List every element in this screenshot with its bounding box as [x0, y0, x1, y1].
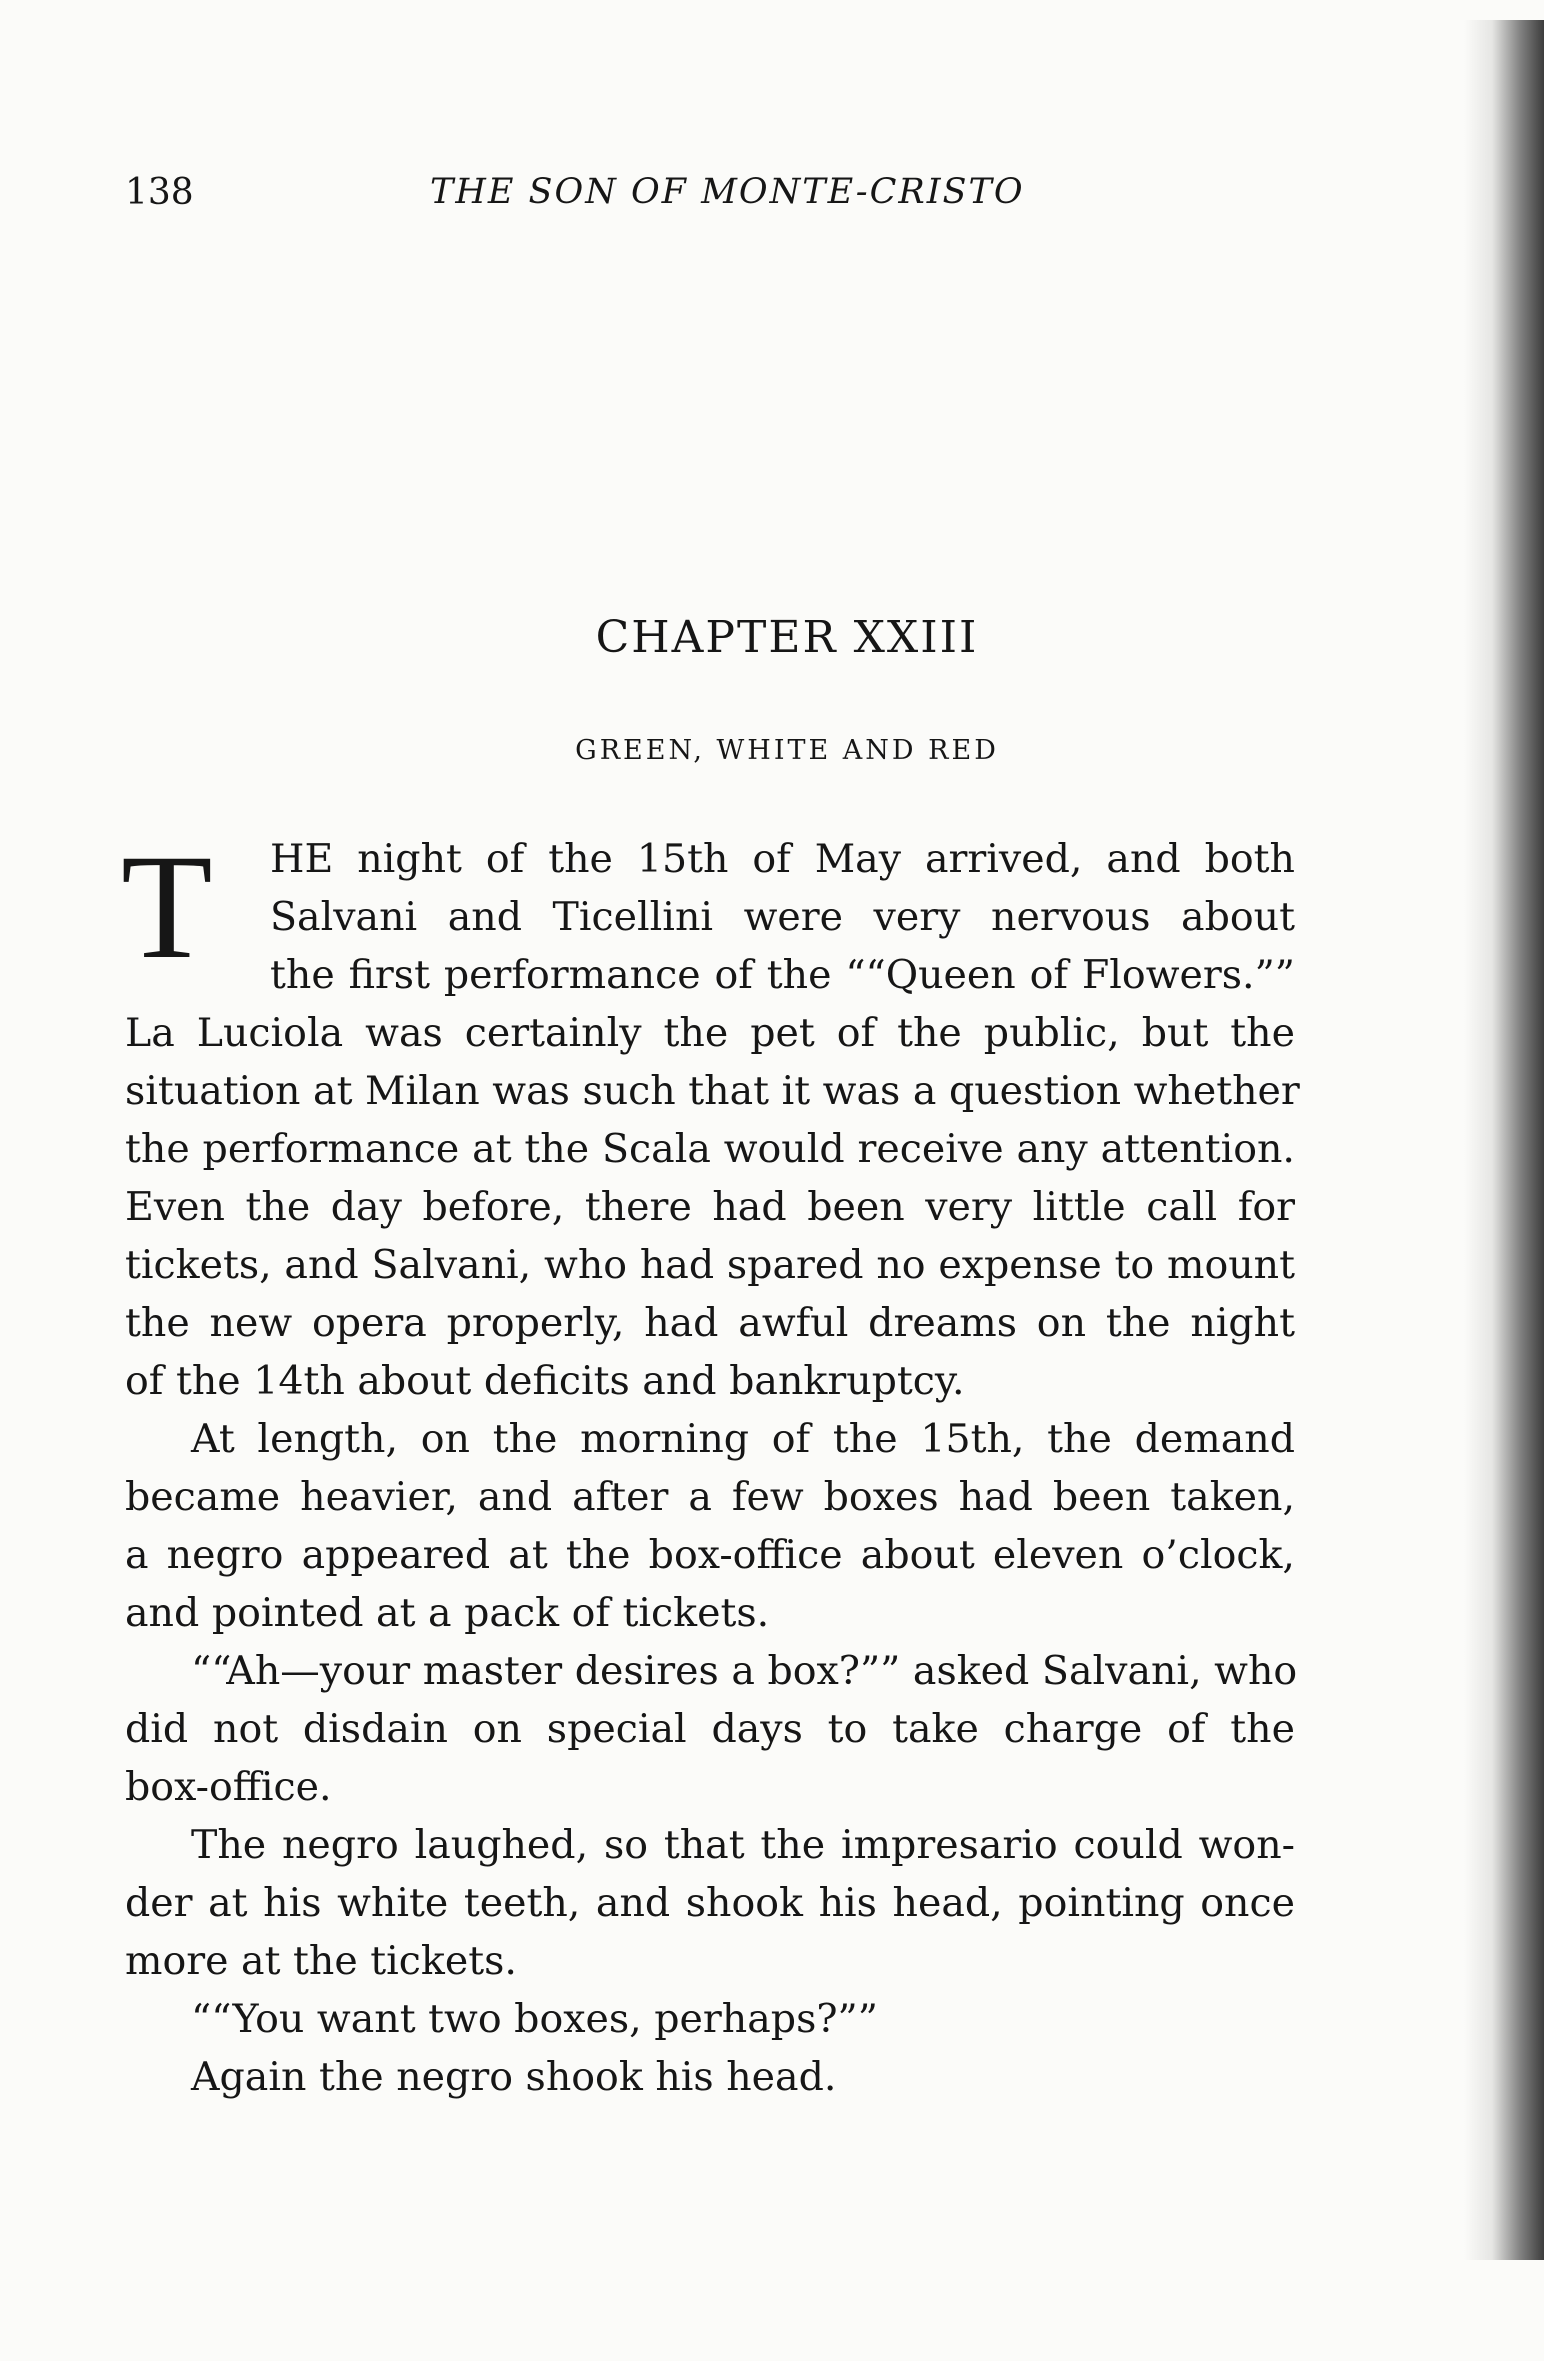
- body-text: [121, 824, 1300, 2106]
- text-line: situation at Milan was such that it was a question whether: [125, 1068, 1300, 1114]
- chapter-title: CHAPTER XXIII: [595, 612, 979, 663]
- text-line: ““Ah—your master desires a box?”” asked Salvani, who: [191, 1648, 1298, 1694]
- text-line: Salvani and Ticellini were very nervous about: [270, 894, 1295, 940]
- page-gutter-shadow: [1464, 20, 1544, 2260]
- text-line: of the 14th about deficits and bankruptcy.: [125, 1358, 965, 1404]
- text-line: became heavier, and after a few boxes had been taken,: [125, 1474, 1295, 1520]
- text-line: box-office.: [125, 1764, 332, 1810]
- running-head: [125, 172, 1025, 222]
- text-line: more at the tickets.: [125, 1938, 517, 1984]
- paragraph: [125, 1816, 1295, 1990]
- text-line: the performance at the Scala would receive any attention.: [125, 1126, 1295, 1172]
- text-line: did not disdain on special days to take charge of the: [125, 1706, 1295, 1752]
- text-line: and pointed at a pack of tickets.: [125, 1590, 770, 1636]
- paragraph: [125, 1990, 1295, 2048]
- paragraph: [125, 2048, 1295, 2106]
- text-line: At length, on the morning of the 15th, the demand: [191, 1416, 1295, 1462]
- page-number: 138: [125, 172, 194, 213]
- text-line: The negro laughed, so that the impresario could won-: [191, 1822, 1295, 1868]
- text-line: a negro appeared at the box-office about eleven o’clock,: [125, 1532, 1295, 1578]
- text-line: ““You want two boxes, perhaps?””: [191, 1996, 878, 2042]
- text-line: Again the negro shook his head.: [191, 2054, 837, 2100]
- running-title: THE SON OF MONTE-CRISTO: [430, 172, 1025, 212]
- text-line: the new opera properly, had awful dreams on the night: [125, 1300, 1295, 1346]
- drop-cap: T: [121, 824, 213, 990]
- chapter-subtitle: GREEN, WHITE AND RED: [575, 735, 999, 766]
- text-line: tickets, and Salvani, who had spared no expense to mount: [125, 1242, 1295, 1288]
- text-line: Even the day before, there had been very little call for: [125, 1184, 1295, 1230]
- paragraph: [125, 1410, 1295, 1642]
- text-line: der at his white teeth, and shook his head, pointing once: [125, 1880, 1295, 1926]
- paragraph: [121, 824, 1300, 1410]
- text-line: La Luciola was certainly the pet of the public, but the: [125, 1010, 1295, 1056]
- text-line: the first performance of the ““Queen of Flowers.””: [270, 952, 1295, 998]
- text-line: HE night of the 15th of May arrived, and both: [270, 836, 1295, 882]
- paragraph: [125, 1642, 1298, 1816]
